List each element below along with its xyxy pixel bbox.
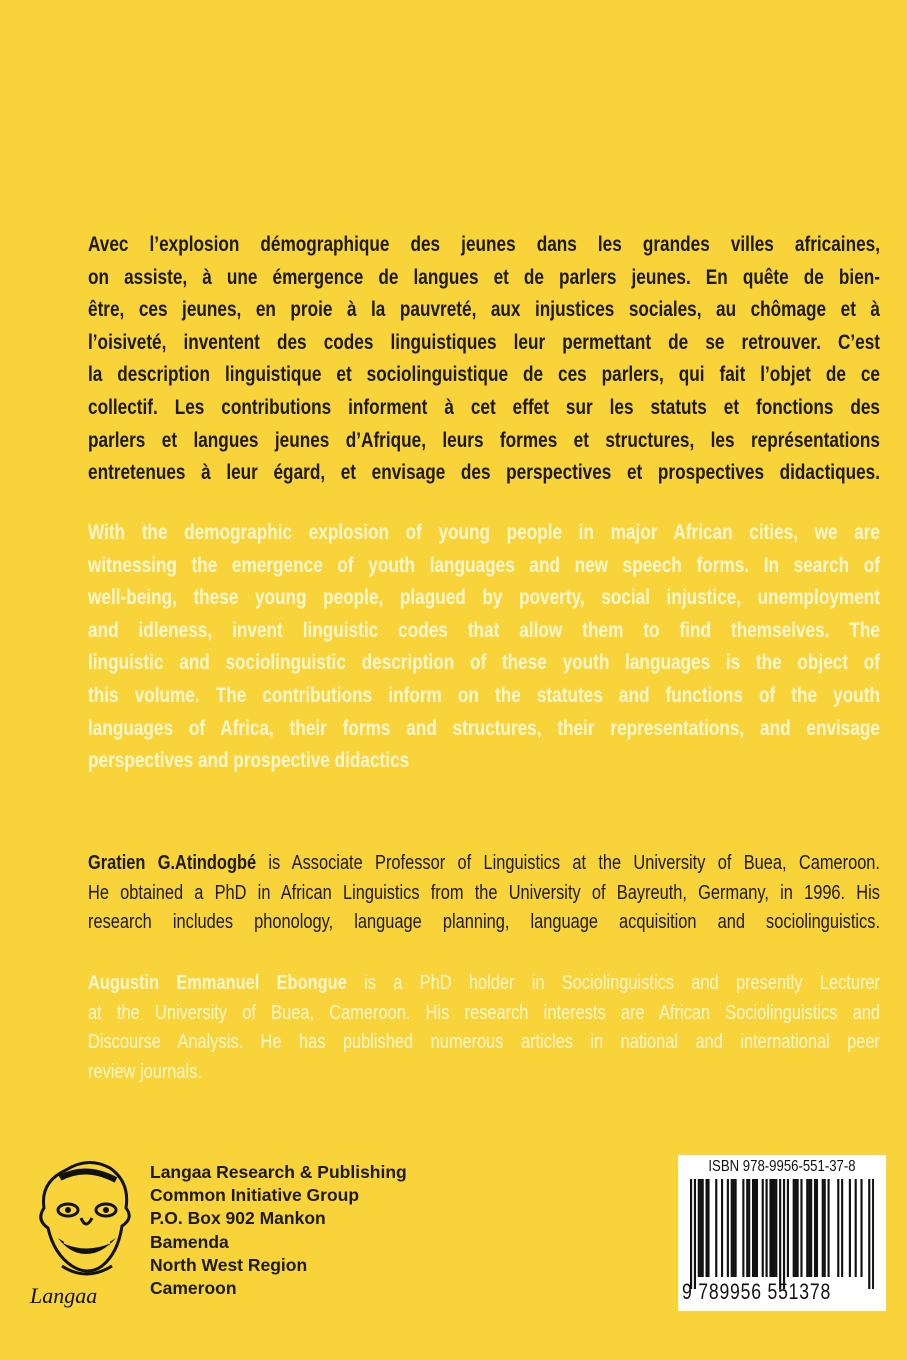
barcode-bar [824,1179,826,1277]
bio-line: Discourse Analysis. He has published numerous articles in national and international peer [88,1030,880,1053]
ean-digits: 9 789956 551378 [682,1279,832,1304]
barcode-bar [810,1179,812,1277]
barcode-bar [855,1179,857,1277]
bio-line: He obtained a PhD in African Linguistics from the University of Bayreuth, Germany, in 1996. His [88,880,880,904]
blurb-line: la description linguistique et sociolinguistique de ces parlers, qui fait l’objet de ce [88,362,880,387]
barcode-bar [868,1179,870,1289]
isbn-barcode [678,1155,886,1311]
barcode-bar [797,1179,799,1277]
bio-line [88,968,880,998]
barcode-bar [849,1179,851,1277]
blurb-line: entretenues à leur égard, et envisage des perspectives et prospectives didactiques. [88,460,880,485]
barcode-bar [860,1179,862,1277]
address-line: Cameroon [150,1278,237,1299]
blurb-line: linguistic and sociolinguistic description of these youth languages is the object of [88,650,880,675]
barcode-bar [731,1179,733,1277]
bio-line: at the University of Buea, Cameroon. His research interests are African Sociolinguistics and [88,1000,880,1024]
barcode-bar [793,1179,795,1277]
barcode-bar [735,1179,737,1277]
blurb-line: collectif. Les contributions informent à cet effet sur les statuts et fonctions des [88,394,880,419]
barcode-bar [700,1179,702,1277]
author-bio-atindogbe [88,848,880,937]
barcode-bar [698,1179,700,1277]
address-line: Common Initiative Group [150,1185,360,1206]
barcode-bar [707,1179,709,1277]
bio-line: research includes phonology, language planning, language acquisition and sociolinguistics. [88,910,880,933]
blurb-line: witnessing the emergence of youth languages and new speech forms. In search of [88,552,880,577]
logo-wordmark: Langaa [30,1283,98,1308]
barcode-bar [762,1179,764,1277]
blurb-line: l’oisiveté, inventent des codes linguistiques leur permettant de se retrouver. C’est [88,329,880,354]
barcode-bar [822,1179,824,1277]
blurb-line: être, ces jeunes, en proie à la pauvreté, aux injustices sociales, au chômage et à [88,297,880,322]
barcode-bar [872,1179,874,1289]
barcode-bar [754,1179,756,1277]
address-line: North West Region [150,1254,308,1275]
blurb-line: and idleness, invent linguistic codes that allow them to find themselves. The [88,617,880,642]
barcode-bar [766,1179,768,1277]
barcode-bar [828,1179,830,1277]
barcode-bar [727,1179,729,1277]
english-blurb [88,516,880,777]
bio-text: is Associate Professor of Linguistics at the University of Buea, Cameroon. [256,851,880,874]
barcode-bars [690,1179,874,1289]
barcode-bar [773,1179,775,1277]
barcode-bar [771,1179,773,1277]
barcode-bar [756,1179,758,1277]
barcode-bar [769,1179,771,1277]
barcode-bar [748,1179,750,1277]
publisher-name: Langaa Research & Publishing [150,1162,407,1182]
barcode-bar [814,1179,816,1277]
barcode-bar [816,1179,818,1277]
barcode-bar [742,1179,744,1277]
publisher-address [150,1161,407,1300]
barcode-bar [800,1179,802,1277]
barcode-bar [746,1179,748,1277]
barcode-bar [841,1179,843,1277]
blurb-line: parlers et langues jeunes d’Afrique, leurs formes et structures, les représentations [88,427,880,452]
blurb-line: on assiste, à une émergence de langues et de parlers jeunes. En quête de bien- [88,264,880,289]
bio-line: review journals. [88,1059,202,1083]
barcode-bar [775,1179,777,1277]
barcode-bar [694,1179,696,1289]
barcode-bar [705,1179,707,1277]
barcode-bar [779,1179,781,1289]
blurb-line: languages of Africa, their forms and structures, their representations, and envisage [88,715,880,740]
french-blurb [88,228,880,489]
author-name: Gratien G.Atindogbé [88,851,257,874]
isbn-label: ISBN 978-9956-551-37-8 [708,1158,856,1175]
author-name: Augustin Emmanuel Ebongue [88,971,347,994]
barcode-bar [690,1179,692,1289]
barcode-bar [721,1179,723,1277]
blurb-line: Avec l’explosion démographique des jeunes dans les grandes villes africaines, [88,232,880,256]
barcode-bar [733,1179,735,1277]
address-line: Bamenda [150,1231,229,1252]
barcode-bar [752,1179,754,1277]
barcode-bar [783,1179,785,1289]
barcode-bar [837,1179,839,1277]
barcode-bar [787,1179,789,1277]
barcode-bar [715,1179,717,1277]
barcode-bar [806,1179,808,1277]
blurb-line: perspectives and prospective didactics [88,748,410,773]
bio-line [88,848,880,878]
blurb-line: this volume. The contributions inform on the statutes and functions of the youth [88,682,880,707]
address-line: P.O. Box 902 Mankon [150,1208,326,1229]
barcode-bar [808,1179,810,1277]
blurb-line: With the demographic explosion of young people in major African cities, we are [88,520,880,544]
blurb-line: well-being, these young people, plagued by poverty, social injustice, unemployment [88,585,880,610]
barcode-bar [702,1179,704,1277]
barcode-bar [795,1179,797,1277]
author-bio-ebongue [88,968,880,1086]
langaa-logo [26,1158,148,1308]
bio-text: is a PhD holder in Sociolinguistics and presently Lecturer [346,971,880,994]
